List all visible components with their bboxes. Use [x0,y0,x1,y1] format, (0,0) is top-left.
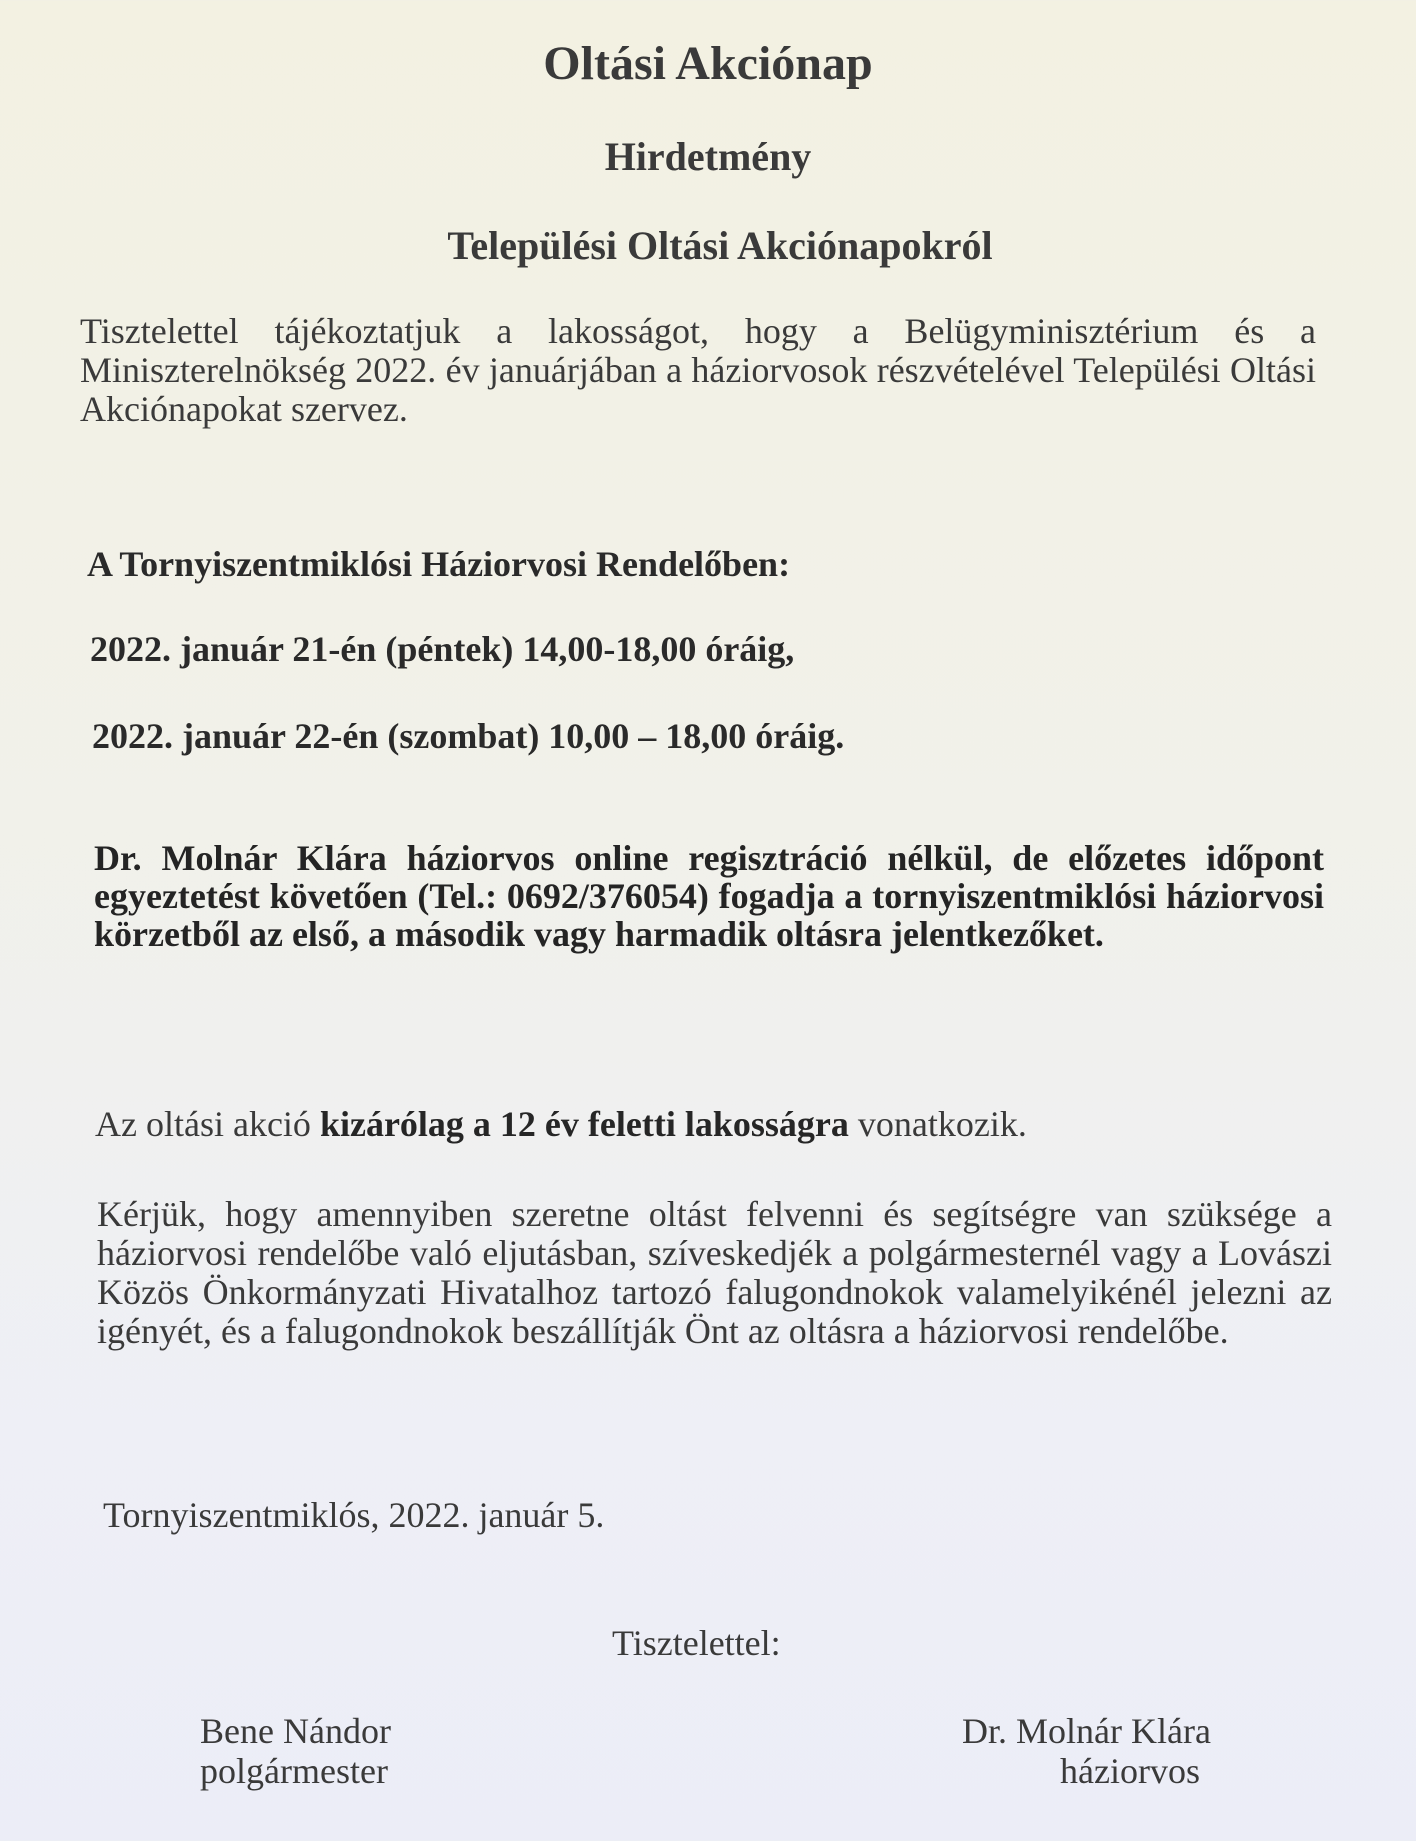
intro-paragraph: Tisztelettel tájékoztatjuk a lakosságot, hogy a Belügyminisztérium és a Miniszterelnökség 2022. év januárjában a háziorvosok részvételével Települési Oltási Akciónapokat szervez. [80,311,1316,429]
doctor-paragraph: Dr. Molnár Klára háziorvos online regisztráció nélkül, de előzetes időpont egyeztetést követően (Tel.: 0692/376054) fogadja a tornyiszentmiklósi háziorvosi körzetből az első, a második vagy harmadik oltásra jelentkezőket. [94,838,1324,954]
notice-subtitle: Hirdetmény [604,134,812,179]
signatory-right-role: háziorvos [1060,1751,1200,1791]
closing-regards: Tisztelettel: [612,1623,781,1663]
clinic-heading: A Tornyiszentmiklósi Háziorvosi Rendelőben: [87,544,791,584]
signatory-left [200,1711,391,1791]
request-paragraph: Kérjük, hogy amennyiben szeretne oltást felvenni és segítségre van szüksége a háziorvosi rendelőbe való eljutásban, szíveskedjék a polgármesternél vagy a Lovászi Közös Önkormányzati Hivatalhoz tartozó falugondnokok valamelyikénél jelezni az igényét, és a falugondnokok beszállítják Önt az oltásra a háziorvosi rendelőbe. [97,1194,1332,1351]
signatory-right-name: Dr. Molnár Klára [962,1711,1211,1751]
date-line-2: 2022. január 22-én (szombat) 10,00 – 18,00 óráig. [92,716,845,756]
place-and-date: Tornyiszentmiklós, 2022. január 5. [103,1495,605,1535]
signatory-left-name: Bene Nándor [200,1711,391,1751]
age-restriction-line [95,1103,1027,1145]
signatory-left-role: polgármester [200,1751,388,1791]
age-suffix: vonatkozik. [848,1104,1027,1144]
notice-subtitle-2: Települési Oltási Akciónapokról [447,223,993,268]
signatory-right [962,1711,1211,1791]
date-line-1: 2022. január 21-én (péntek) 14,00-18,00 óráig, [90,629,795,669]
age-prefix: Az oltási akció [95,1104,320,1144]
age-bold-text: kizárólag a 12 év feletti lakosságra [319,1104,849,1144]
notice-title: Oltási Akciónap [543,37,873,90]
